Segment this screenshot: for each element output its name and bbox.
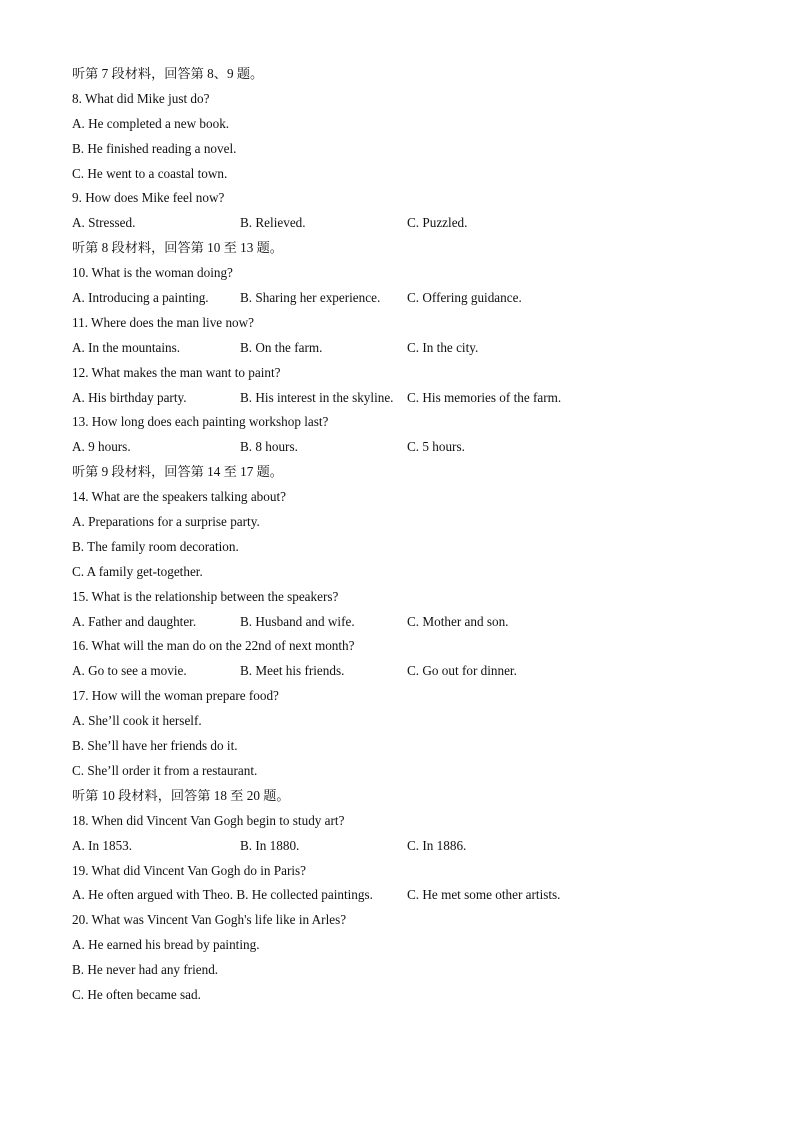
question-text: 18. When did Vincent Van Gogh begin to study art? bbox=[72, 812, 345, 828]
answer-option: C. Puzzled. bbox=[407, 215, 468, 231]
answer-options-row bbox=[72, 659, 772, 684]
section-heading: 听第 9 段材料，回答第 14 至 17 题。 bbox=[72, 464, 283, 480]
section-heading: 听第 10 段材料，回答第 18 至 20 题。 bbox=[72, 787, 290, 803]
answer-option: C. He met some other artists. bbox=[407, 887, 561, 903]
question-text: 8. What did Mike just do? bbox=[72, 90, 210, 106]
answer-option: A. 9 hours. bbox=[72, 439, 131, 455]
question-text: 15. What is the relationship between the speakers? bbox=[72, 588, 339, 604]
answer-options-row bbox=[72, 211, 772, 236]
answer-options-row bbox=[72, 286, 772, 311]
answer-option: C. His memories of the farm. bbox=[407, 389, 562, 405]
answer-option: B. His interest in the skyline. bbox=[240, 389, 394, 405]
answer-option: C. Offering guidance. bbox=[407, 290, 522, 306]
answer-option: A. He earned his bread by painting. bbox=[72, 937, 260, 953]
answer-option: B. In 1880. bbox=[240, 837, 300, 853]
answer-option: C. 5 hours. bbox=[407, 439, 465, 455]
question-text: 9. How does Mike feel now? bbox=[72, 190, 225, 206]
question-text: 19. What did Vincent Van Gogh do in Paris? bbox=[72, 862, 306, 878]
answer-option: B. Husband and wife. bbox=[240, 613, 355, 629]
answer-options-row bbox=[72, 610, 772, 635]
answer-options-row bbox=[72, 386, 772, 411]
answer-option: A. In the mountains. bbox=[72, 339, 181, 355]
question-text: 16. What will the man do on the 22nd of next month? bbox=[72, 638, 355, 654]
answer-options-row bbox=[72, 336, 772, 361]
answer-option: C. Mother and son. bbox=[407, 613, 509, 629]
question-text: 10. What is the woman doing? bbox=[72, 265, 233, 281]
answer-option: B. She’ll have her friends do it. bbox=[72, 738, 238, 754]
question-text: 17. How will the woman prepare food? bbox=[72, 688, 279, 704]
answer-option: A. Introducing a painting. bbox=[72, 290, 209, 306]
answer-option: A. Go to see a movie. bbox=[72, 663, 187, 679]
answer-option: C. In 1886. bbox=[407, 837, 467, 853]
answer-option: C. In the city. bbox=[407, 339, 479, 355]
answer-option: B. Sharing her experience. bbox=[240, 290, 381, 306]
answer-option: B. He never had any friend. bbox=[72, 962, 219, 978]
answer-option: A. Preparations for a surprise party. bbox=[72, 514, 260, 530]
answer-option: B. The family room decoration. bbox=[72, 538, 239, 554]
answer-option: B. 8 hours. bbox=[240, 439, 298, 455]
answer-option: B. Meet his friends. bbox=[240, 663, 345, 679]
answer-option: B. Relieved. bbox=[240, 215, 306, 231]
exam-page bbox=[72, 62, 772, 1008]
question-text: 14. What are the speakers talking about? bbox=[72, 489, 286, 505]
answer-options-row bbox=[72, 435, 772, 460]
answer-option: A. Father and daughter. bbox=[72, 613, 197, 629]
answer-options-row bbox=[72, 834, 772, 859]
answer-option: C. Go out for dinner. bbox=[407, 663, 517, 679]
section-heading: 听第 7 段材料，回答第 8、9 题。 bbox=[72, 66, 264, 81]
answer-option: A. She’ll cook it herself. bbox=[72, 713, 202, 729]
answer-option: A. He often argued with Theo. B. He collected paintings. bbox=[72, 887, 373, 903]
section-heading: 听第 8 段材料，回答第 10 至 13 题。 bbox=[72, 240, 283, 256]
answer-option: C. He went to a coastal town. bbox=[72, 165, 228, 181]
answer-option: A. In 1853. bbox=[72, 837, 133, 853]
answer-option: C. A family get-together. bbox=[72, 563, 203, 579]
answer-option: C. He often became sad. bbox=[72, 986, 201, 1002]
question-text: 13. How long does each painting workshop last? bbox=[72, 414, 329, 430]
question-text: 20. What was Vincent Van Gogh's life like in Arles? bbox=[72, 912, 347, 928]
question-text: 11. Where does the man live now? bbox=[72, 314, 255, 330]
answer-option: A. He completed a new book. bbox=[72, 115, 230, 131]
question-text: 12. What makes the man want to paint? bbox=[72, 364, 281, 380]
answer-options-row bbox=[72, 883, 772, 908]
answer-option: A. Stressed. bbox=[72, 215, 136, 231]
answer-option: C. She’ll order it from a restaurant. bbox=[72, 762, 258, 778]
answer-option: B. On the farm. bbox=[240, 339, 323, 355]
answer-option: B. He finished reading a novel. bbox=[72, 140, 237, 156]
answer-option: A. His birthday party. bbox=[72, 389, 187, 405]
